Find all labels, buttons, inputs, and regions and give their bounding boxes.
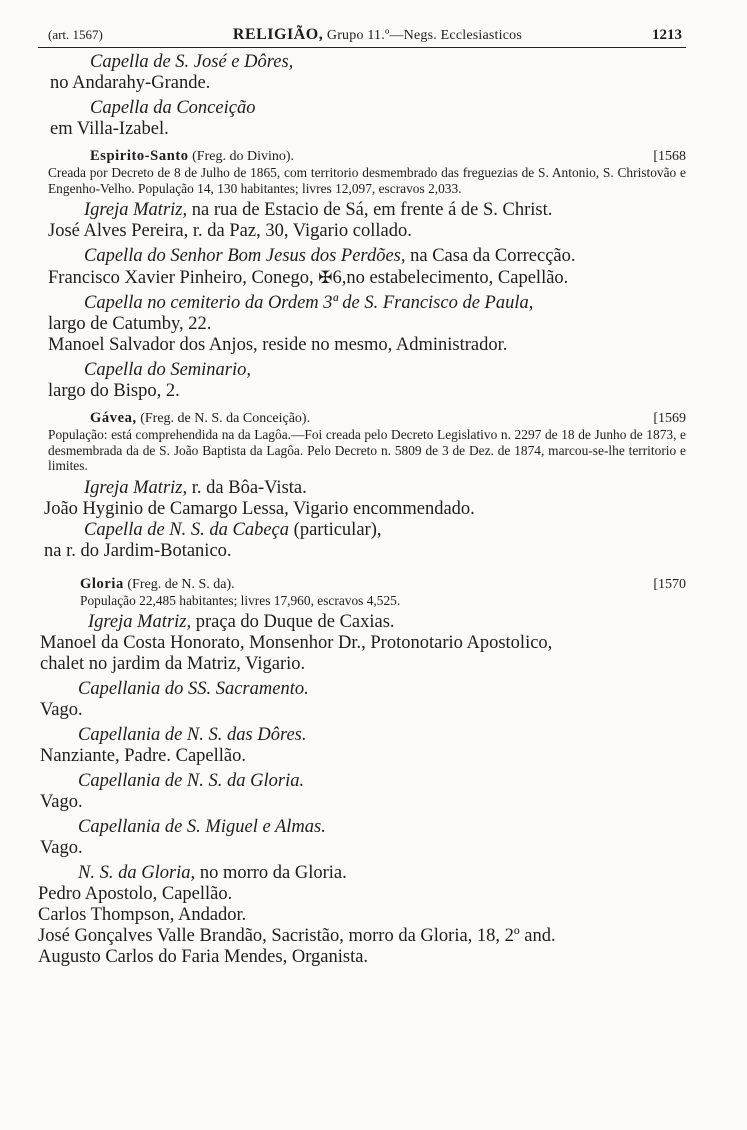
- entry-line: largo de Catumby, 22.: [48, 314, 212, 334]
- entry-line: largo do Bispo, 2.: [48, 381, 180, 401]
- entry-title: Capella da Conceição: [90, 98, 256, 118]
- entry-title: Igreja Matriz,: [88, 612, 192, 632]
- article-number: [1570: [653, 576, 686, 592]
- parish-name: Gávea,: [90, 410, 137, 426]
- entry-line: José Gonçalves Valle Brandão, Sacristão, morro da Gloria, 18, 2º and.: [38, 926, 556, 946]
- section-gloria: [38, 576, 686, 609]
- cross-symbol-icon: ✠: [318, 268, 333, 287]
- parish-subtitle: (Freg. do Divino).: [188, 149, 295, 164]
- gloria-entries: Igreja Matriz, praça do Duque de Caxias. Manoel da Costa Honorato, Monsenhor Dr., Protonotario Apostolico, chalet no jardim da Matriz, Vigario. Capellania do SS. Sacramento. Vago. Capellania de N. S. das Dôres. Nanziante, Padre. Capellão. Capellania de N. S. da Gloria. Vago. Capellania de S. Miguel e Almas. Vago. N. S. da Gloria, no morro da Gloria. Pedro Apostolo, Capellão. Carlos Thompson, Andador. José Gonçalves Valle Brandão, Sacristão, morro da Gloria, 18, 2º and. Augusto Carlos do Faria Mendes, Organista.: [38, 612, 686, 968]
- document-page: [38, 26, 686, 968]
- article-number: [1569: [653, 411, 686, 426]
- parish-subtitle: (Freg. de N. S. da Conceição).: [136, 411, 311, 426]
- entry-line: Pedro Apostolo, Capellão.: [38, 884, 233, 904]
- entry-line: Manoel da Costa Honorato, Monsenhor Dr., Protonotario Apostolico,: [40, 633, 553, 653]
- page-number: 1213: [652, 27, 682, 43]
- entry-title: Capellania de N. S. da Gloria.: [78, 771, 305, 791]
- entry-line: Vago.: [40, 700, 83, 720]
- entry-line: João Hyginio de Camargo Lessa, Vigario encommendado.: [44, 498, 475, 519]
- entry-address: no Andarahy-Grande.: [50, 73, 211, 93]
- entry-title: Capella de N. S. da Cabeça: [84, 519, 290, 540]
- entry-line: Augusto Carlos do Faria Mendes, Organista.: [38, 947, 369, 967]
- entry-title: Capellania do SS. Sacramento.: [78, 679, 309, 699]
- parish-name: Espirito-Santo: [90, 148, 189, 164]
- gavea-entries: Igreja Matriz, r. da Bôa-Vista. João Hyginio de Camargo Lessa, Vigario encommendado. Capella de N. S. da Cabeça (particular), na r. do Jardim-Botanico.: [38, 478, 686, 562]
- entry-line: Manoel Salvador dos Anjos, reside no mesmo, Administrador.: [48, 335, 508, 355]
- entry-title: Capella no cemiterio da Ordem 3ª de S. Francisco de Paula,: [84, 293, 534, 313]
- entry-title: Igreja Matriz,: [84, 477, 188, 498]
- entry-line: Nanziante, Padre. Capellão.: [40, 746, 246, 766]
- entry-title: Igreja Matriz,: [84, 200, 188, 220]
- entry-line: Vago.: [40, 838, 83, 858]
- parish-summary: População 22,485 habitantes; livres 17,960, escravos 4,525.: [80, 592, 401, 608]
- entry-title: Capella de S. José e Dôres,: [90, 52, 294, 72]
- entry-title: Capella do Seminario,: [84, 360, 252, 380]
- section-title: RELIGIÃO, Grupo 11.º—Negs. Ecclesiasticos: [232, 26, 522, 43]
- article-number: [1568: [653, 149, 686, 164]
- espirito-santo-entries: Igreja Matriz, na rua de Estacio de Sá, em frente á de S. Christ. José Alves Pereira, r. da Paz, 30, Vigario collado. Capella do Senhor Bom Jesus dos Perdões, na Casa da Correcção. Francisco Xavier Pinheiro, Conego, ✠6,no estabelecimento, Capellão. Capella no cemiterio da Ordem 3ª de S. Francisco de Paula, largo de Catumby, 22. Manoel Salvador dos Anjos, reside no mesmo, Administrador. Capella do Seminario, largo do Bispo, 2.: [38, 200, 686, 402]
- parish-summary: Creada por Decreto de 8 de Julho de 1865, com territorio desmembrado das freguezias de S. Antonio, S. Christovão e Engenho-Velho. População 14, 130 habitantes; livres 12,097, escravos 2,033.: [48, 165, 686, 196]
- entry-line: Vago.: [40, 792, 83, 812]
- parish-summary: População: está comprehendida na da Lagôa.—Foi creada pelo Decreto Legislativo n. 2297 de 18 de Junho de 1873, e desmembrada da de S. João Baptista da Lagôa. Pelo Decreto n. 5809 de 3 de Dez. de 1874, marcou-se-lhe territorio e limites.: [48, 427, 686, 473]
- entry-title: N. S. da Gloria,: [78, 863, 196, 883]
- section-espirito-santo: [38, 148, 686, 196]
- section-gavea: [38, 410, 686, 474]
- entry-line: chalet no jardim da Matriz, Vigario.: [40, 654, 306, 674]
- entry-line: Carlos Thompson, Andador.: [38, 905, 247, 925]
- article-range: (art. 1567): [48, 27, 103, 42]
- entry-line: José Alves Pereira, r. da Paz, 30, Vigario collado.: [48, 221, 412, 241]
- entry-address: em Villa-Izabel.: [50, 119, 169, 139]
- entry-title: Capellania de N. S. das Dôres.: [78, 725, 307, 745]
- entry-title: Capella do Senhor Bom Jesus dos Perdões,: [84, 246, 406, 266]
- entry-title: Capellania de S. Miguel e Almas.: [78, 817, 326, 837]
- running-header: [38, 26, 686, 48]
- entry-line: na r. do Jardim-Botanico.: [44, 540, 232, 561]
- parish-name: Gloria: [80, 575, 124, 592]
- top-entries: [38, 52, 686, 140]
- parish-subtitle: (Freg. de N. S. da).: [123, 576, 235, 592]
